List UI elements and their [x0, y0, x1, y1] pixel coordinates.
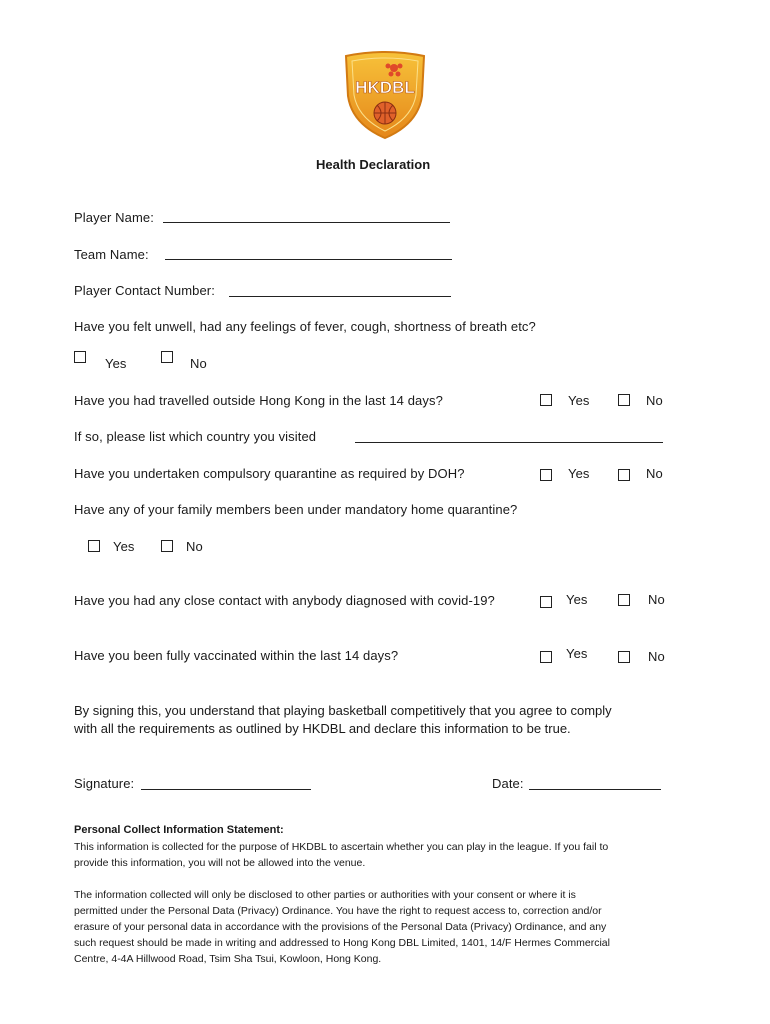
q1-no-label: No [190, 356, 207, 371]
question-family-quarantine: Have any of your family members been under mandatory home quarantine? [74, 502, 518, 517]
team-name-field[interactable] [165, 259, 452, 260]
q5-yes-label: Yes [566, 592, 588, 607]
player-contact-field[interactable] [229, 296, 451, 297]
q4-yes-checkbox[interactable] [88, 540, 100, 552]
page-title: Health Declaration [316, 157, 431, 172]
question-country-visited: If so, please list which country you visited [74, 429, 317, 444]
signature-label: Signature: [74, 776, 135, 791]
q5-no-label: No [648, 592, 665, 607]
country-visited-field[interactable] [355, 442, 663, 443]
q2-no-checkbox[interactable] [618, 394, 630, 406]
statement-p2-line-4: such request should be made in writing and addressed to Hong Kong DBL Limited, 1401, 14/F Hermes Commercial [74, 937, 610, 949]
q6-no-checkbox[interactable] [618, 651, 630, 663]
statement-paragraph-1 [74, 839, 694, 871]
statement-p2-line-1: The information collected will only be disclosed to other parties or authorities with your consent or where it is [74, 889, 576, 901]
q1-no-checkbox[interactable] [161, 351, 173, 363]
team-name-label: Team Name: [74, 247, 149, 262]
statement-heading: Personal Collect Information Statement: [74, 824, 284, 836]
agreement-line-1: By signing this, you understand that playing basketball competitively that you agree to comply [74, 703, 612, 718]
q1-yes-label: Yes [105, 356, 127, 371]
statement-p2-line-2: permitted under the Personal Data (Privacy) Ordinance. You have the right to request access to, correction and/or [74, 905, 602, 917]
question-quarantine: Have you undertaken compulsory quarantine as required by DOH? [74, 466, 465, 481]
statement-p1-line-1: This information is collected for the purpose of HKDBL to ascertain whether you can play in the league. If you fail to [74, 841, 609, 853]
svg-text:HKDBL: HKDBL [355, 78, 415, 97]
player-name-field[interactable] [163, 222, 450, 223]
hkdbl-logo [342, 50, 428, 140]
q2-no-label: No [646, 393, 663, 408]
question-unwell: Have you felt unwell, had any feelings of fever, cough, shortness of breath etc? [74, 319, 536, 334]
q5-no-checkbox[interactable] [618, 594, 630, 606]
hkdbl-shield-icon [342, 50, 428, 140]
q6-no-label: No [648, 649, 665, 664]
q3-no-label: No [646, 466, 663, 481]
q2-yes-label: Yes [568, 393, 590, 408]
q3-yes-checkbox[interactable] [540, 469, 552, 481]
q6-yes-label: Yes [566, 646, 588, 661]
question-travel: Have you had travelled outside Hong Kong in the last 14 days? [74, 393, 443, 408]
date-label: Date: [492, 776, 524, 791]
agreement-line-2: with all the requirements as outlined by HKDBL and declare this information to be true. [74, 721, 571, 736]
agreement-text [74, 702, 714, 738]
statement-p2-line-5: Centre, 4-4A Hillwood Road, Tsim Sha Tsui, Kowloon, Hong Kong. [74, 953, 382, 965]
player-contact-label: Player Contact Number: [74, 283, 215, 298]
q2-yes-checkbox[interactable] [540, 394, 552, 406]
statement-p2-line-3: erasure of your personal data in accordance with the provisions of the Personal Data (Privacy) Ordinance, and any [74, 921, 607, 933]
signature-field[interactable] [141, 789, 311, 790]
q4-no-checkbox[interactable] [161, 540, 173, 552]
q5-yes-checkbox[interactable] [540, 596, 552, 608]
statement-p1-line-2: provide this information, you will not be allowed into the venue. [74, 857, 366, 869]
q3-no-checkbox[interactable] [618, 469, 630, 481]
q1-yes-checkbox[interactable] [74, 351, 86, 363]
player-name-label: Player Name: [74, 210, 154, 225]
q4-no-label: No [186, 539, 203, 554]
question-vaccinated: Have you been fully vaccinated within the last 14 days? [74, 648, 399, 663]
q3-yes-label: Yes [568, 466, 590, 481]
statement-paragraph-2 [74, 887, 694, 967]
q4-yes-label: Yes [113, 539, 135, 554]
date-field[interactable] [529, 789, 661, 790]
question-close-contact: Have you had any close contact with anybody diagnosed with covid-19? [74, 593, 495, 608]
q6-yes-checkbox[interactable] [540, 651, 552, 663]
